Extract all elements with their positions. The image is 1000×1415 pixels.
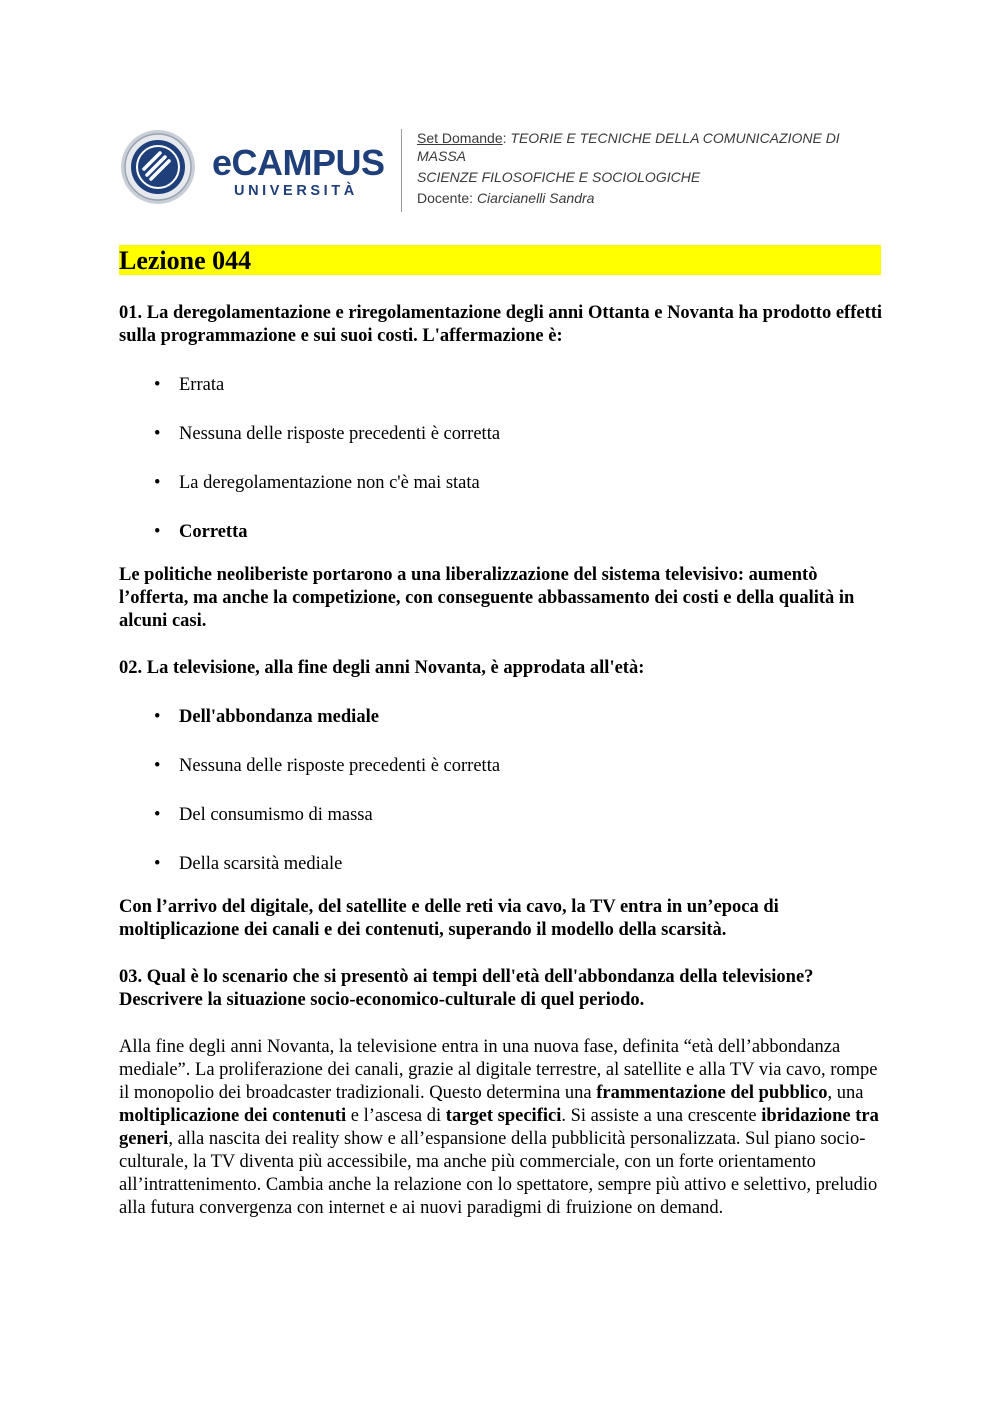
question-3-answer (119, 1036, 889, 1220)
answer-highlight: moltiplicazione dei contenuti (119, 1106, 347, 1126)
bullet-icon: • (154, 473, 161, 493)
list-item (119, 706, 889, 755)
lesson-title: Lezione 044 (119, 245, 881, 275)
brand-logo (212, 142, 385, 199)
ecampus-seal-icon (120, 129, 196, 205)
bullet-icon: • (154, 854, 161, 874)
question-1-explanation: Le politiche neoliberiste portarono a una liberalizzazione del sistema televisivo: aumentò l’offerta, ma anche la competizione, con conseguente abbassamento dei costi e della qualità in alcuni casi. (119, 565, 855, 631)
answer-highlight: frammentazione del pubblico (596, 1083, 828, 1103)
answer-highlight: ibridazione tra generi (119, 1106, 879, 1149)
bullet-icon: • (154, 424, 161, 444)
bullet-icon: • (154, 375, 161, 395)
answer-text: , una (827, 1083, 864, 1103)
bullet-icon: • (154, 805, 161, 825)
question-3: 03. Qual è lo scenario che si presentò ai tempi dell'età dell'abbondanza della televisione? Descrivere la situazione socio-economico-culturale di quel periodo. (119, 967, 814, 1010)
course-info (417, 129, 887, 210)
option-text: Errata (179, 375, 225, 395)
list-item (119, 472, 889, 521)
correct-option-text: Dell'abbondanza mediale (179, 707, 379, 727)
question-1-options (119, 374, 889, 564)
list-item (119, 374, 889, 423)
question-2-options (119, 706, 889, 896)
option-text: Del consumismo di massa (179, 805, 373, 825)
answer-text: e l’ascesa di (346, 1106, 446, 1126)
option-text: Della scarsità mediale (179, 854, 343, 874)
set-label: Set Domande (417, 130, 503, 146)
answer-text: . Si assiste a una crescente (561, 1106, 762, 1126)
question-1: 01. La deregolamentazione e riregolamentazione degli anni Ottanta e Novanta ha prodotto effetti sulla programmazione e sui suoi costi. L'affermazione è: (119, 303, 883, 346)
option-text: La deregolamentazione non c'è mai stata (179, 473, 480, 493)
bullet-icon: • (154, 756, 161, 776)
list-item (119, 853, 889, 896)
set-domande-row: Set Domande: TEORIE E TECNICHE DELLA COMUNICAZIONE DI MASSA (417, 130, 840, 164)
header-divider (401, 129, 402, 212)
question-2-explanation: Con l’arrivo del digitale, del satellite e delle reti via cavo, la TV entra in un’epoca di moltiplicazione dei canali e dei contenuti, superando il modello della scarsità. (119, 897, 779, 940)
list-item (119, 521, 889, 564)
list-item (119, 755, 889, 804)
answer-highlight: target specifici (445, 1106, 562, 1126)
answer-text: Alla fine degli anni Novanta, la televisione entra in una nuova fase, definita “età dell’abbondanza mediale”. La proliferazione dei canali, grazie al digitale terrestre, al satellite e alla TV via cavo, rompe il monopolio dei broadcaster tradizionali. Questo determina una (119, 1037, 878, 1103)
list-item (119, 804, 889, 853)
set-value: TEORIE E TECNICHE DELLA COMUNICAZIONE DI MASSA (417, 130, 840, 164)
bullet-icon: • (154, 522, 161, 542)
option-text: Nessuna delle risposte precedenti è corretta (179, 756, 501, 776)
question-2: 02. La televisione, alla fine degli anni Novanta, è approdata all'età: (119, 658, 645, 678)
docente-row (417, 189, 887, 207)
document-header (120, 125, 890, 215)
faculty: SCIENZE FILOSOFICHE E SOCIOLOGICHE (417, 169, 701, 185)
brand-name: eCAMPUS (212, 142, 385, 183)
docente-label: Docente: (417, 190, 474, 206)
bullet-icon: • (154, 707, 161, 727)
correct-option-text: Corretta (179, 522, 248, 542)
option-text: Nessuna delle risposte precedenti è corretta (179, 424, 501, 444)
document-body (119, 302, 889, 1220)
docente-value: Ciarcianelli Sandra (476, 190, 595, 206)
list-item (119, 423, 889, 472)
brand-subtitle: UNIVERSITÀ (234, 183, 358, 199)
answer-text: , alla nascita dei reality show e all’espansione della pubblicità personalizzata. Sul piano socio-culturale, la TV diventa più accessibile, ma anche più commerciale, con un forte orientamento all’intrattenimento. Cambia anche la relazione con lo spettatore, sempre più attivo e selettivo, preludio alla futura convergenza con internet e ai nuovi paradigmi di fruizione on demand. (119, 1129, 878, 1218)
